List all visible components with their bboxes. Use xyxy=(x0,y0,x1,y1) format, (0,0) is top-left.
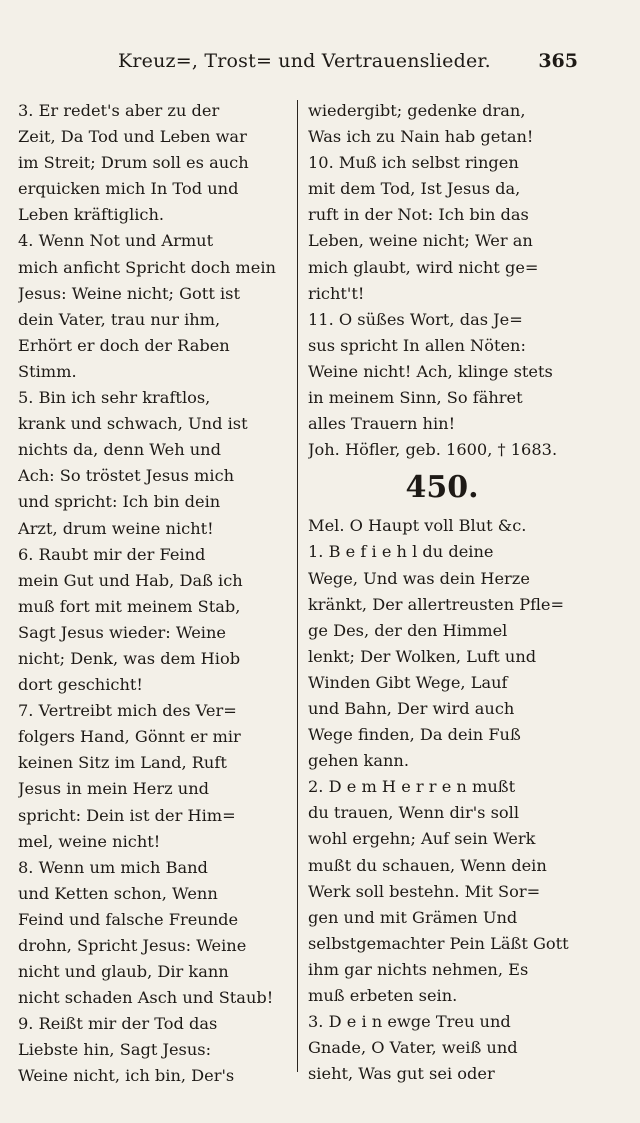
text-line: ruft in der Not: Ich bin das xyxy=(308,205,529,225)
text-line: richt't! xyxy=(308,283,365,303)
text-line: muß fort mit meinem Stab, xyxy=(18,596,241,616)
text-line: gen und mit Grämen Und xyxy=(308,907,518,927)
column-divider xyxy=(297,100,298,1072)
text-line: Werk soll bestehn. Mit Sor= xyxy=(308,881,541,901)
text-line: dort geschicht! xyxy=(18,675,143,695)
text-line: mußt du schauen, Wenn dein xyxy=(308,855,547,875)
text-line: mich glaubt, wird nicht ge= xyxy=(308,257,539,277)
text-line: ihm gar nichts nehmen, Es xyxy=(308,959,529,979)
text-line: drohn, Spricht Jesus: Weine xyxy=(18,936,247,955)
text-line: Wege, Und was dein Herze xyxy=(308,568,530,588)
text-line: ge Des, der den Himmel xyxy=(308,620,508,640)
text-line: Stimm. xyxy=(18,361,77,381)
text-line: 9. Reißt mir der Tod das xyxy=(18,1014,218,1034)
text-line: Ach: So tröstet Jesus mich xyxy=(18,466,235,486)
text-line: und spricht: Ich bin dein xyxy=(18,492,221,512)
text-line: dein Vater, trau nur ihm, xyxy=(18,309,221,329)
text-line: Leben, weine nicht; Wer an xyxy=(308,231,533,251)
text-line: 3. D e i n ewge Treu und xyxy=(308,1012,511,1032)
text-line: mit dem Tod, Ist Jesus da, xyxy=(308,179,521,199)
running-title: Kreuz=, Trost= und Vertrauenslieder. xyxy=(118,50,491,72)
text-line: krank und schwach, Und ist xyxy=(18,414,248,434)
text-line: 6. Raubt mir der Feind xyxy=(18,544,206,564)
text-line: und Ketten schon, Wenn xyxy=(18,883,218,903)
text-line: folgers Hand, Gönnt er mir xyxy=(18,727,241,747)
text-line: 4. Wenn Not und Armut xyxy=(18,231,214,251)
text-line: 7. Vertreibt mich des Ver= xyxy=(18,701,237,721)
text-line: im Streit; Drum soll es auch xyxy=(18,153,249,173)
text-line: 10. Muß ich selbst ringen xyxy=(308,153,519,173)
text-line: und Bahn, Der wird auch xyxy=(308,698,515,718)
text-line: Feind und falsche Freunde xyxy=(18,909,239,929)
text-line: mein Gut und Hab, Daß ich xyxy=(18,570,243,590)
text-line: Jesus: Weine nicht; Gott ist xyxy=(18,283,240,303)
text-line: lenkt; Der Wolken, Luft und xyxy=(308,646,537,666)
hymn-number: 450. xyxy=(405,470,479,506)
text-line: Was ich zu Nain hab getan! xyxy=(308,127,534,147)
text-line: wiedergibt; gedenke dran, xyxy=(308,101,526,120)
text-line: mel, weine nicht! xyxy=(18,831,161,851)
text-line: Joh. Höfler, geb. 1600, † 1683. xyxy=(308,440,558,460)
text-line: Wege finden, Da dein Fuß xyxy=(308,725,521,745)
text-line: nichts da, denn Weh und xyxy=(18,440,221,460)
text-line: 8. Wenn um mich Band xyxy=(18,857,208,877)
text-line: in meinem Sinn, So fähret xyxy=(308,388,523,408)
text-line: Jesus in mein Herz und xyxy=(18,779,210,799)
text-line: sieht, Was gut sei oder xyxy=(308,1064,495,1084)
text-line: nicht schaden Asch und Staub! xyxy=(18,988,274,1008)
text-line: 11. O süßes Wort, das Je= xyxy=(308,309,523,329)
text-line: Liebste hin, Sagt Jesus: xyxy=(18,1040,212,1060)
text-line: Arzt, drum weine nicht! xyxy=(18,518,214,538)
right-column xyxy=(308,98,576,1087)
text-line: 5. Bin ich sehr kraftlos, xyxy=(18,388,211,408)
text-line: du trauen, Wenn dir's soll xyxy=(308,803,520,823)
text-line: nicht und glaub, Dir kann xyxy=(18,962,229,982)
text-line: Weine nicht, ich bin, Der's xyxy=(18,1066,235,1086)
text-line: 1. B e f i e h l du deine xyxy=(308,542,494,562)
text-line: nicht; Denk, was dem Hiob xyxy=(18,648,241,668)
text-line: Winden Gibt Wege, Lauf xyxy=(308,672,508,692)
text-line: muß erbeten sein. xyxy=(308,986,458,1005)
text-line: spricht: Dein ist der Him= xyxy=(18,805,236,825)
left-column xyxy=(18,98,286,1090)
text-line: mich anficht Spricht doch mein xyxy=(18,257,276,277)
text-line: wohl ergehn; Auf sein Werk xyxy=(308,829,536,849)
text-line: Sagt Jesus wieder: Weine xyxy=(18,622,226,642)
hymn-450-text xyxy=(308,513,576,1087)
text-line: Weine nicht! Ach, klinge stets xyxy=(308,361,553,381)
text-line: sus spricht In allen Nöten: xyxy=(308,335,526,355)
page-number: 365 xyxy=(538,50,578,72)
text-line: kränkt, Der allertreusten Pfle= xyxy=(308,594,565,614)
text-line: Erhört er doch der Raben xyxy=(18,335,230,355)
text-line: Zeit, Da Tod und Leben war xyxy=(18,127,247,147)
text-line: alles Trauern hin! xyxy=(308,414,456,434)
text-line: Gnade, O Vater, weiß und xyxy=(308,1038,518,1058)
text-line: 2. D e m H e r r e n mußt xyxy=(308,777,516,797)
text-line: Mel. O Haupt voll Blut &c. xyxy=(308,516,527,536)
text-line: erquicken mich In Tod und xyxy=(18,179,239,199)
text-line: gehen kann. xyxy=(308,751,409,771)
hymn-449-ending xyxy=(308,98,576,463)
text-line: 3. Er redet's aber zu der xyxy=(18,101,220,120)
page-header xyxy=(30,48,578,78)
text-line: keinen Sitz im Land, Ruft xyxy=(18,753,227,773)
text-line: Leben kräftiglich. xyxy=(18,205,165,225)
text-line: selbstgemachter Pein Läßt Gott xyxy=(308,933,569,953)
